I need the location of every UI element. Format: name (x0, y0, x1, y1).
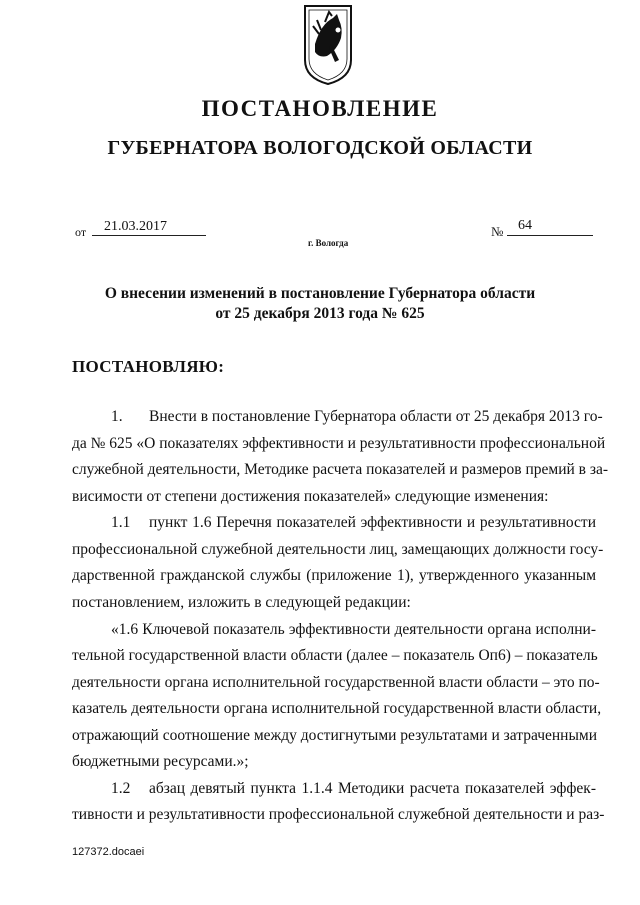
body-line: абзац девятый пункта 1.1.4 Методики расчета показателей эффек- (149, 780, 596, 797)
quote-line: отражающий соотношение между достигнутыми результатами и затраченными (72, 727, 597, 744)
body-line: тивности и результативности профессиональной служебной деятельности и раз- (72, 806, 605, 823)
document-subject (80, 284, 560, 324)
document-subtitle: ГУБЕРНАТОРА ВОЛОГОДСКОЙ ОБЛАСТИ (107, 137, 533, 159)
body-line: да № 625 «О показателях эффективности и результативности профессиональной (72, 435, 606, 452)
document-date: 21.03.2017 (104, 219, 167, 234)
quote-line: бюджетными ресурсами.»; (72, 753, 249, 770)
file-reference: 127372.docaei (72, 846, 145, 858)
quote-line: «1.6 Ключевой показатель эффективности деятельности органа исполни- (111, 621, 596, 638)
number-label: № (491, 224, 504, 239)
subject-line-2: от 25 декабря 2013 года № 625 (215, 305, 425, 322)
paragraph-number: 1.1 (111, 514, 131, 531)
quote-line: тельной государственной власти области (далее – показатель Оп6) – показатель (72, 647, 598, 664)
document-title: ПОСТАНОВЛЕНИЕ (201, 96, 439, 121)
body-line: дарственной гражданской службы (приложение 1), утвержденного указанным (72, 567, 596, 584)
paragraph-number: 1.2 (111, 780, 131, 797)
decree-word: ПОСТАНОВЛЯЮ: (72, 357, 225, 376)
document-number: 64 (518, 218, 532, 233)
city-label: г. Вологда (308, 238, 349, 248)
body-line: пункт 1.6 Перечня показателей эффективности и результативности (149, 514, 596, 531)
body-line: профессиональной служебной деятельности лиц, замещающих должности госу- (72, 541, 604, 558)
body-line: Внести в постановление Губернатора области от 25 декабря 2013 го- (149, 408, 603, 425)
coat-of-arms-emblem (301, 4, 355, 86)
body-line: постановлением, изложить в следующей редакции: (72, 594, 411, 611)
quote-line: деятельности органа исполнительной государственной власти области – это по- (72, 674, 600, 691)
subject-line-1: О внесении изменений в постановление Губернатора области (104, 285, 536, 302)
quote-line: казатель деятельности органа исполнительной государственной власти области, (72, 700, 602, 717)
body-line: служебной деятельности, Методике расчета показателей и размеров премий в за- (72, 461, 609, 478)
body-line: висимости от степени достижения показателей» следующие изменения: (72, 488, 549, 505)
paragraph-number: 1. (111, 408, 123, 425)
date-prefix: от (75, 225, 87, 239)
